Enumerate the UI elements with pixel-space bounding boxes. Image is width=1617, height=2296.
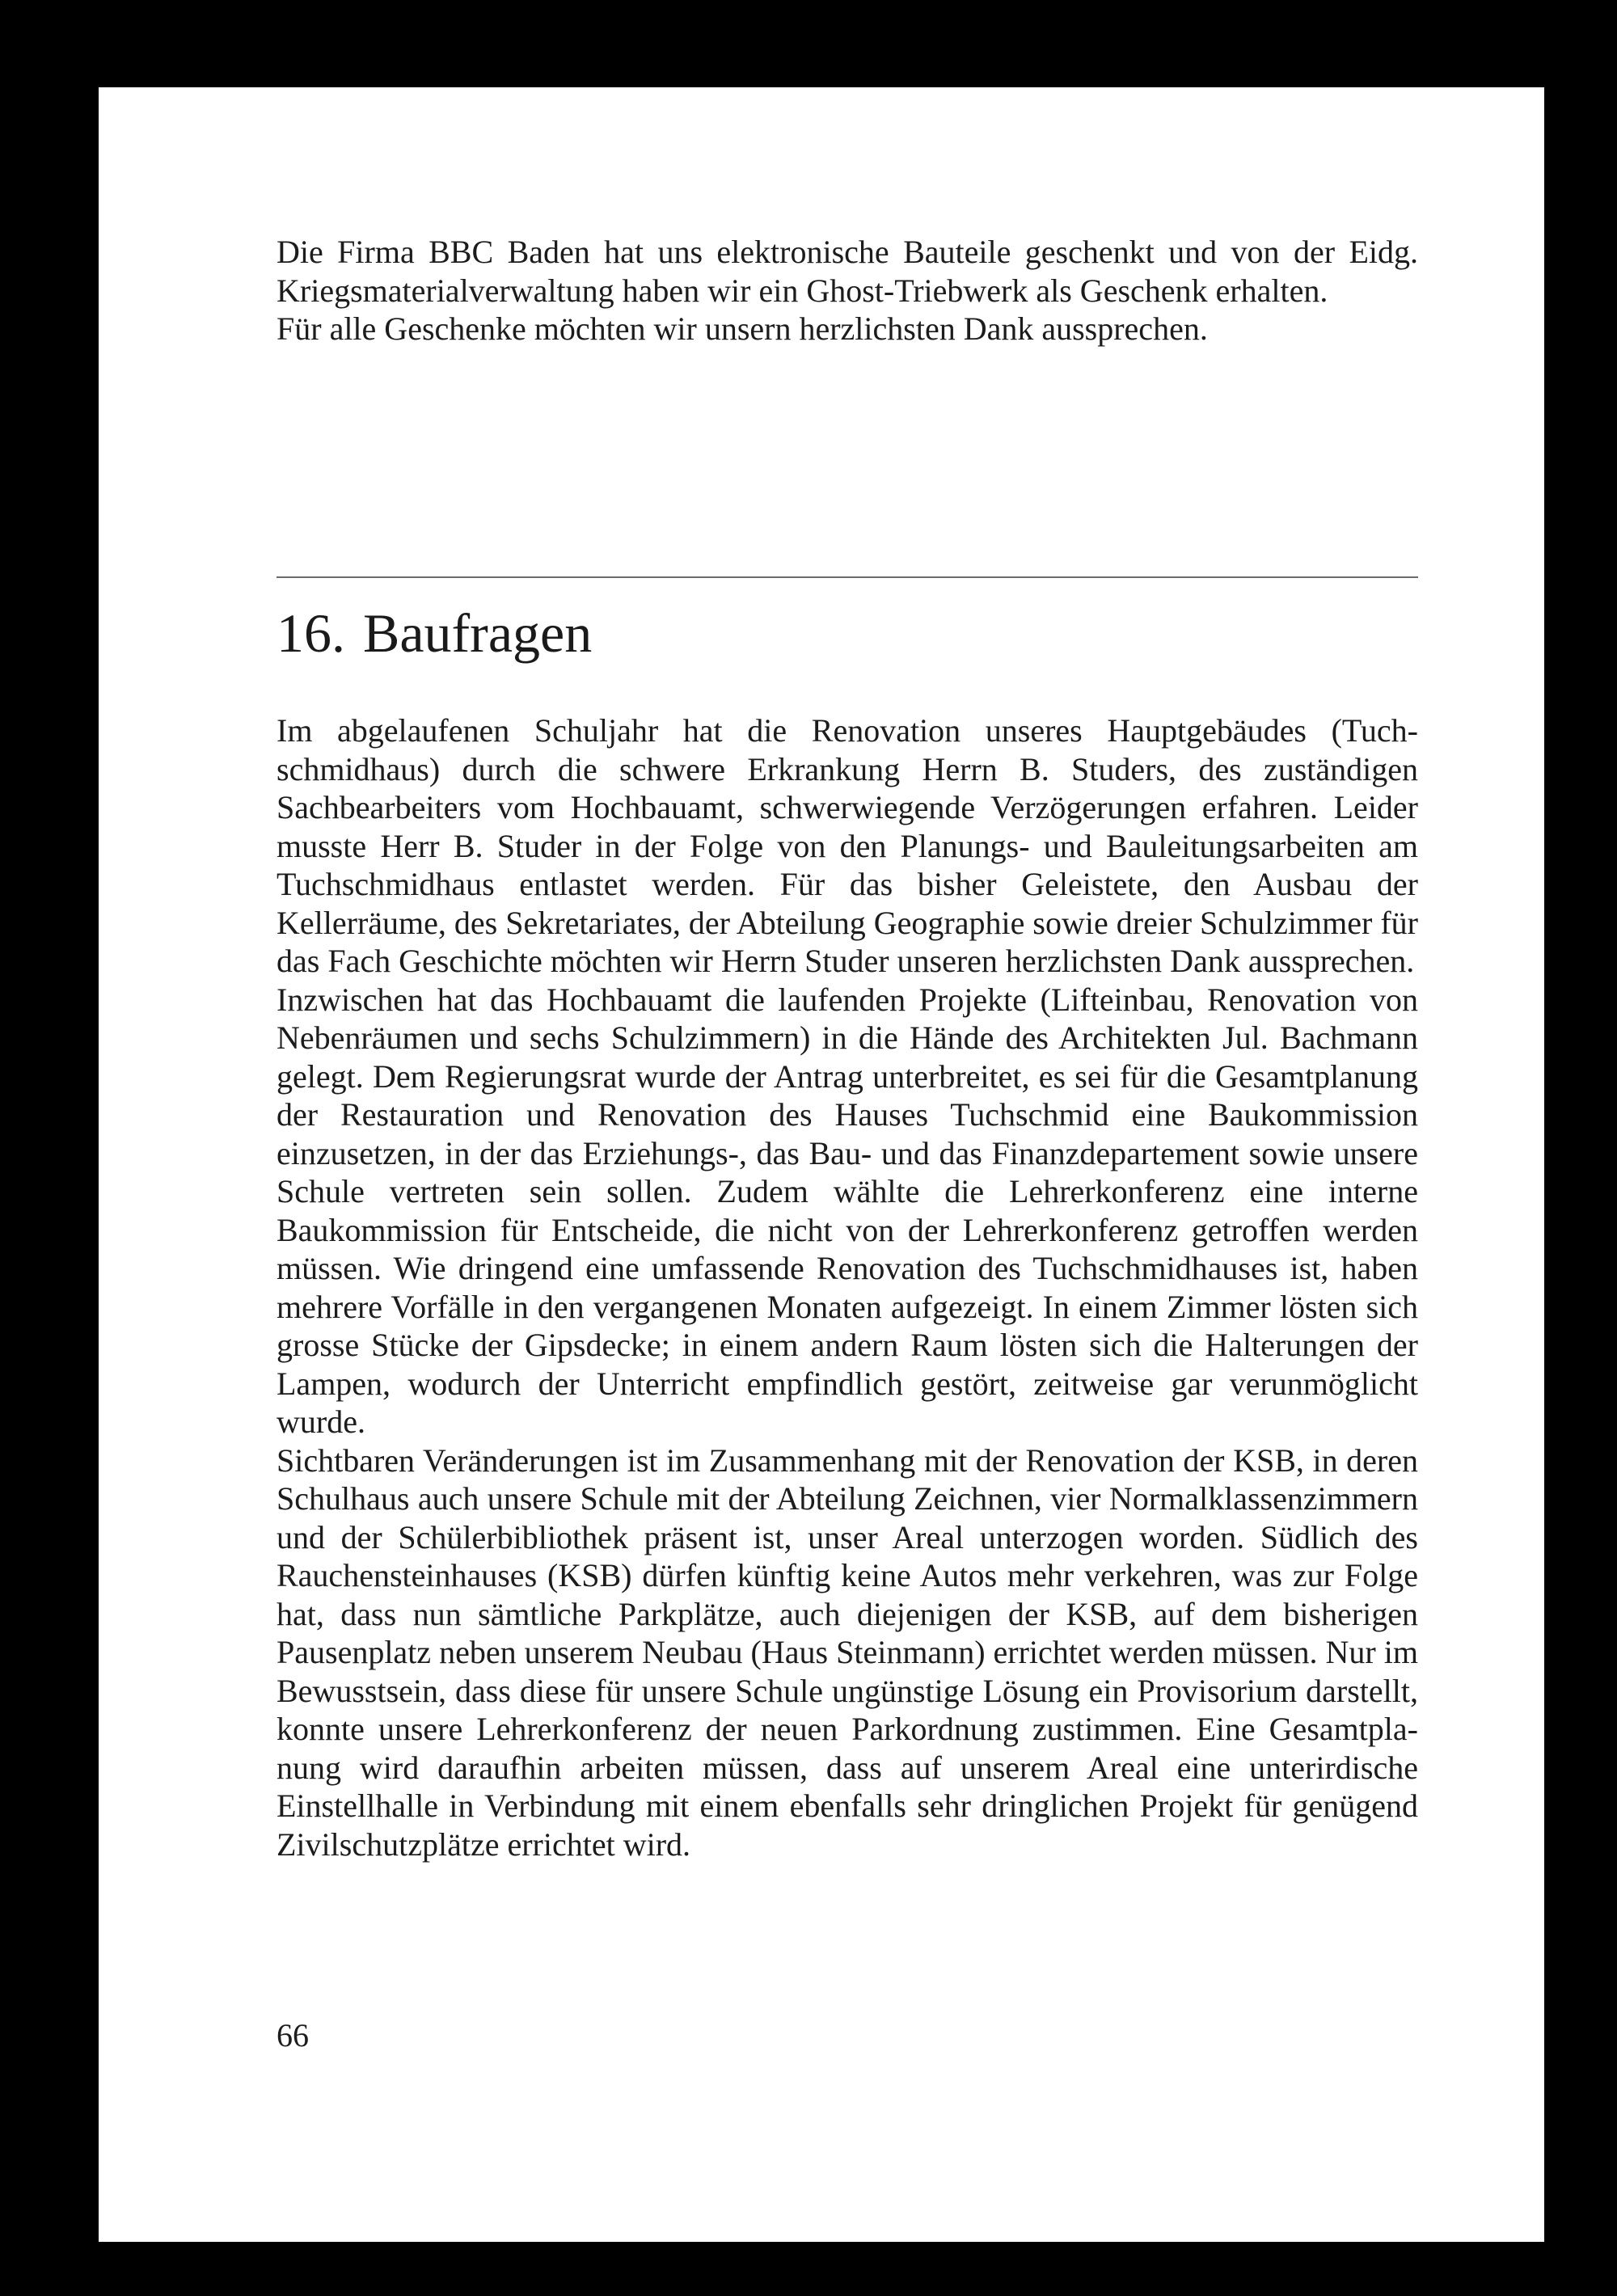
intro-paragraph-thanks: Für alle Geschenke möchten wir unsern herzlichsten Dank aussprechen. <box>277 310 1208 347</box>
section-body <box>277 711 1418 1863</box>
intro-section <box>277 233 1418 348</box>
document-page <box>99 87 1544 2242</box>
body-paragraph: Im abgelaufenen Schuljahr hat die Renovation unseres Hauptgebäudes (Tuchschmidhaus) durch die schwere Erkrankung Herrn B. Studers, des zuständigen Sachbearbeiters vom Hochbauamt, schwerwiegende Verzögerungen erfahren. Leider musste Herr B. Studer in der Folge von den Planungs- und Bauleitungsarbeiten am Tuchschmidhaus entlastet werden. Für das bisher Geleistete, den Ausbau der Kellerräume, des Sekretariates, der Abteilung Geographie sowie dreier Schulzimmer für das Fach Geschichte möchten wir Herrn Studer unseren herzlichsten Dank aussprechen. <box>277 712 1418 979</box>
section-number: 16. <box>277 602 345 664</box>
intro-paragraph: Die Firma BBC Baden hat uns elektronische Bauteile geschenkt und von der Eidg. Kriegsmaterialverwaltung haben wir ein Ghost-Triebwerk als Geschenk erhalten. <box>277 234 1418 309</box>
body-paragraph: Sichtbaren Veränderungen ist im Zusammenhang mit der Renovation der KSB, in deren Schulhaus auch unsere Schule mit der Abteilung Zeichnen, vier Normalklassenzimmern und der Schülerbibliothek präsent ist, unser Areal unterzogen worden. Südlich des Rauchensteinhauses (KSB) dürfen künftig keine Autos mehr verkehren, was zur Folge hat, dass nun sämtliche Parkplätze, auch diejenigen der KSB, auf dem bisherigen Pausenplatz neben unserem Neubau (Haus Steinmann) errichtet werden müssen. Nur im Bewusstsein, dass diese für unsere Schule ungünstige Lösung ein Provisorium darstellt, konnte unsere Lehrerkonferenz der neuen Parkordnung zustimmen. Eine Gesamtplanung wird daraufhin arbeiten müssen, dass auf unserem Areal eine unterirdische Einstellhalle in Verbindung mit einem ebenfalls sehr dringlichen Projekt für genügend Zivilschutzplätze errichtet wird. <box>277 1441 1418 1863</box>
page-number: 66 <box>277 2017 309 2053</box>
section-heading <box>277 593 592 673</box>
section-title: Baufragen <box>363 602 593 664</box>
body-paragraph: Inzwischen hat das Hochbauamt die laufenden Projekte (Lifteinbau, Renovation von Nebenräumen und sechs Schulzimmern) in die Hände des Architekten Jul. Bachmann gelegt. Dem Regierungsrat wurde der Antrag unterbreitet, es sei für die Gesamtplanung der Restauration und Renovation des Hauses Tuchschmid eine Baukommission einzusetzen, in der das Erziehungs-, das Bau- und das Finanzdepartement sowie unsere Schule vertreten sein sollen. Zudem wählte die Lehrerkonferenz eine interne Baukommission für Entscheide, die nicht von der Lehrerkonferenz getroffen werden müssen. Wie dringend eine umfassende Renovation des Tuchschmidhauses ist, haben mehrere Vorfälle in den vergangenen Monaten aufgezeigt. In einem Zimmer lösten sich grosse Stücke der Gipsdecke; in einem andern Raum lösten sich die Halterungen der Lampen, wodurch der Unterricht empfindlich gestört, zeitweise gar verunmöglicht wurde. <box>277 981 1418 1440</box>
section-divider <box>277 576 1418 578</box>
